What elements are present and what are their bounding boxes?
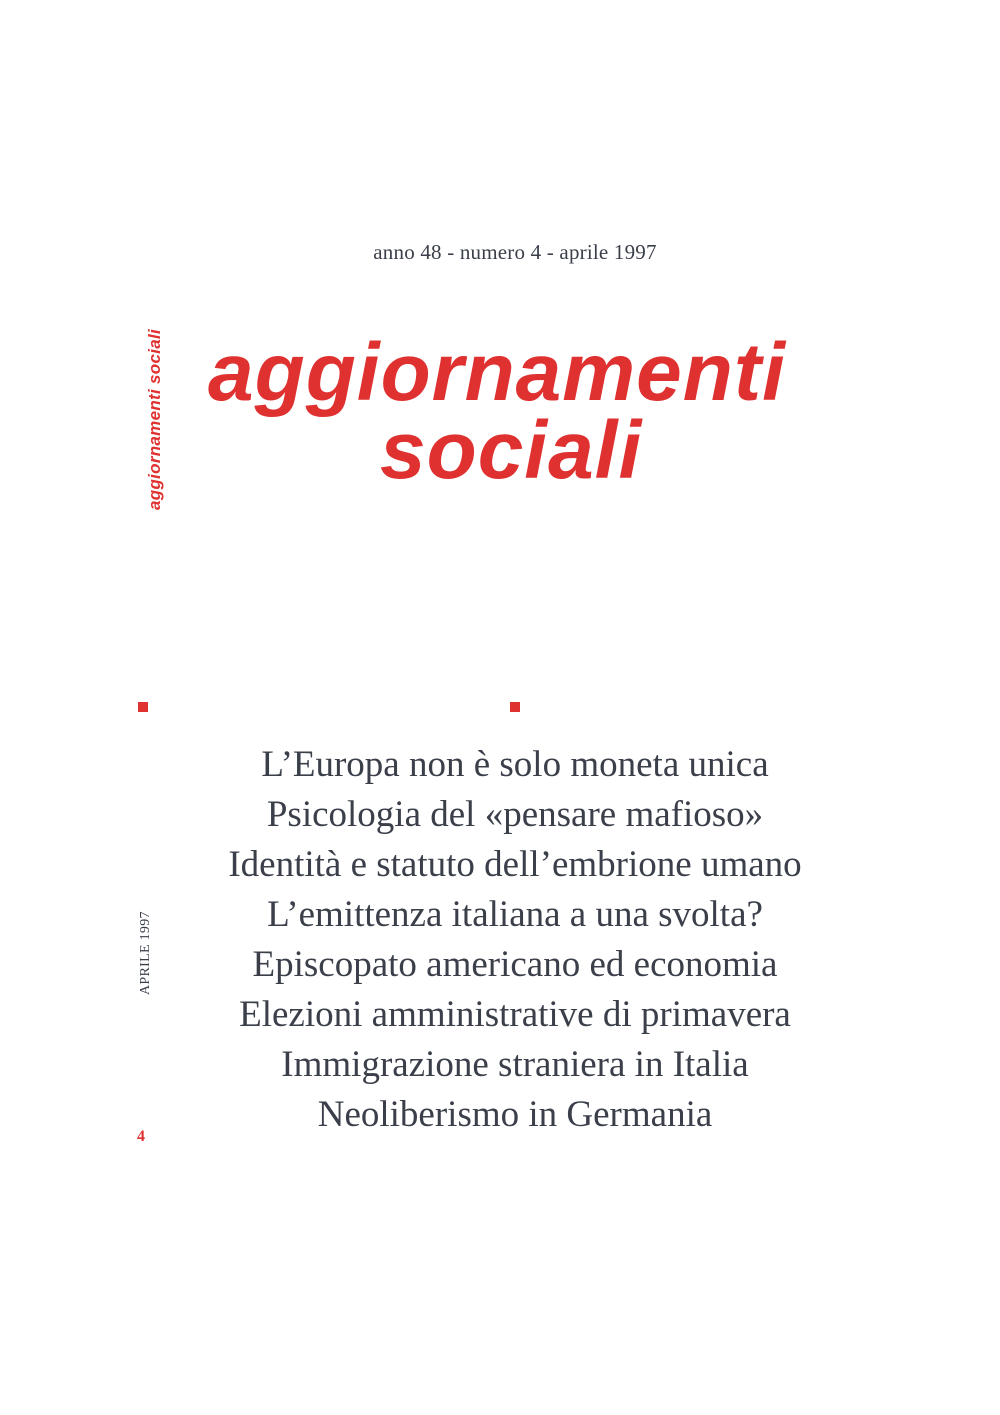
contents-item: Episcopato americano ed economia xyxy=(252,944,778,985)
contents-item: Neoliberismo in Germania xyxy=(317,1094,713,1135)
contents-item: Identità e statuto dell’embrione umano xyxy=(228,844,802,885)
masthead-title-line2: sociali xyxy=(380,405,643,496)
contents-item: L’Europa non è solo moneta unica xyxy=(261,744,769,785)
contents-item: Immigrazione straniera in Italia xyxy=(281,1044,749,1085)
table-of-contents xyxy=(160,740,870,1140)
contents-item: Elezioni amministrative di primavera xyxy=(239,994,791,1035)
spine-issue-number: 4 xyxy=(137,1128,145,1145)
issue-info: anno 48 - numero 4 - aprile 1997 xyxy=(373,240,657,264)
spine-date: APRILE 1997 xyxy=(138,911,153,995)
masthead-title-line1: aggiornamenti xyxy=(208,327,786,418)
contents-item: Psicologia del «pensare mafioso» xyxy=(266,794,764,835)
contents-item: L’emittenza italiana a una svolta? xyxy=(267,894,763,935)
red-square-marker-left xyxy=(138,702,148,712)
red-square-marker-center xyxy=(510,702,520,712)
spine-title: aggiornamenti sociali xyxy=(145,328,164,510)
